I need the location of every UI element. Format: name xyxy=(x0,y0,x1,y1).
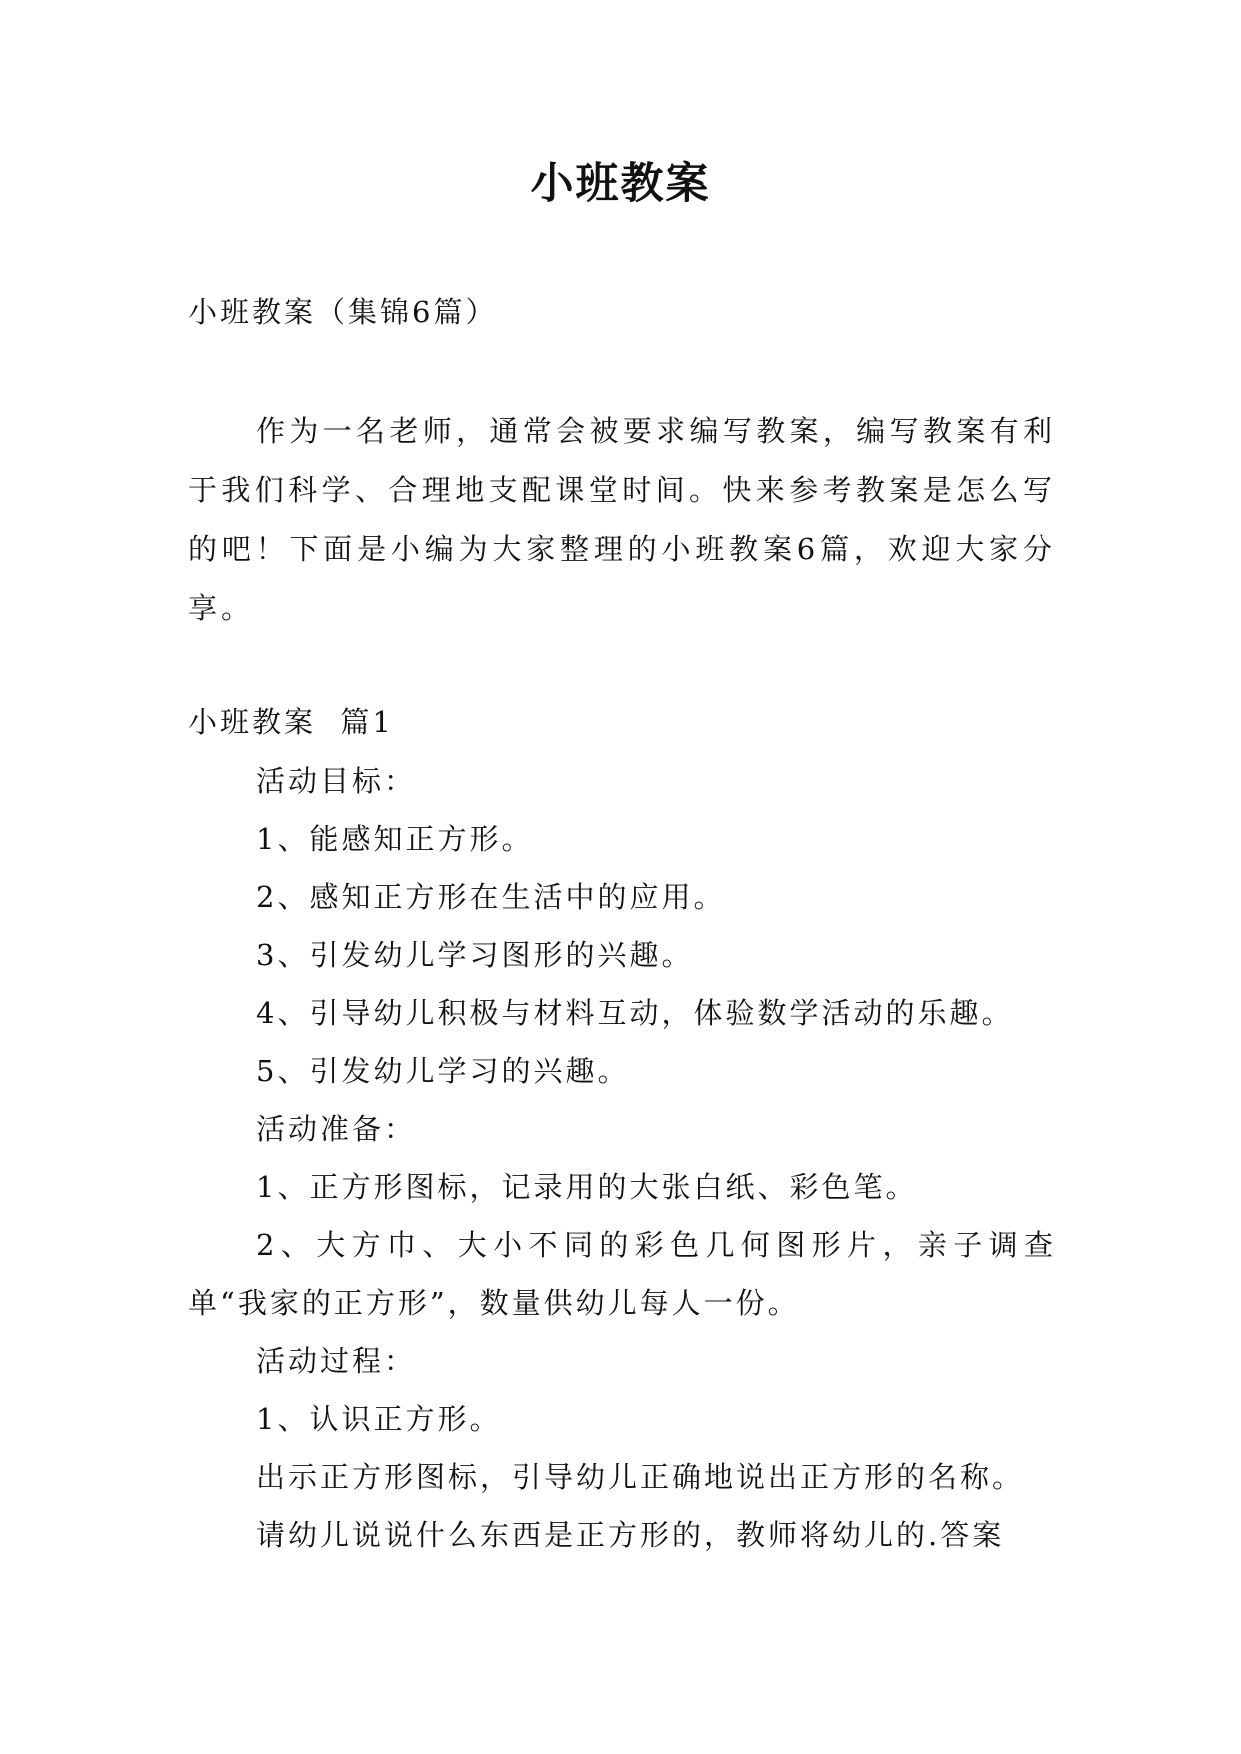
activity-process-heading: 活动过程： xyxy=(256,1344,417,1378)
goal-item: 1、能感知正方形。 xyxy=(256,822,534,856)
intro-paragraph: 作为一名老师，通常会被要求编写教案，编写教案有利于我们科学、合理地支配课堂时间。快来参考教案是怎么写的吧！下面是小编为大家整理的小班教案6篇，欢迎大家分享。 xyxy=(188,414,1056,625)
process-step: 1、认识正方形。 xyxy=(256,1402,502,1436)
section-heading: 小班教案 篇1 xyxy=(188,705,394,739)
activity-goals-heading: 活动目标： xyxy=(256,764,417,798)
goal-item: 3、引发幼儿学习图形的兴趣。 xyxy=(256,938,694,972)
process-text: 请幼儿说说什么东西是正方形的，教师将幼儿的.答案 xyxy=(256,1518,1005,1552)
goal-item: 2、感知正方形在生活中的应用。 xyxy=(256,880,726,914)
document-title: 小班教案 xyxy=(530,159,711,209)
lesson-content xyxy=(188,752,1078,1564)
preparation-item: 2、大方巾、大小不同的彩色几何图形片，亲子调查单“我家的正方形”，数量供幼儿每人一份。 xyxy=(188,1228,1056,1320)
activity-preparation-heading: 活动准备： xyxy=(256,1112,417,1146)
goal-item: 5、引发幼儿学习的兴趣。 xyxy=(256,1054,630,1088)
preparation-item: 1、正方形图标，记录用的大张白纸、彩色笔。 xyxy=(256,1170,918,1204)
process-text: 出示正方形图标，引导幼儿正确地说出正方形的名称。 xyxy=(256,1460,1025,1494)
document-subtitle: 小班教案（集锦6篇） xyxy=(188,295,498,329)
goal-item: 4、引导幼儿积极与材料互动，体验数学活动的乐趣。 xyxy=(256,996,1014,1030)
